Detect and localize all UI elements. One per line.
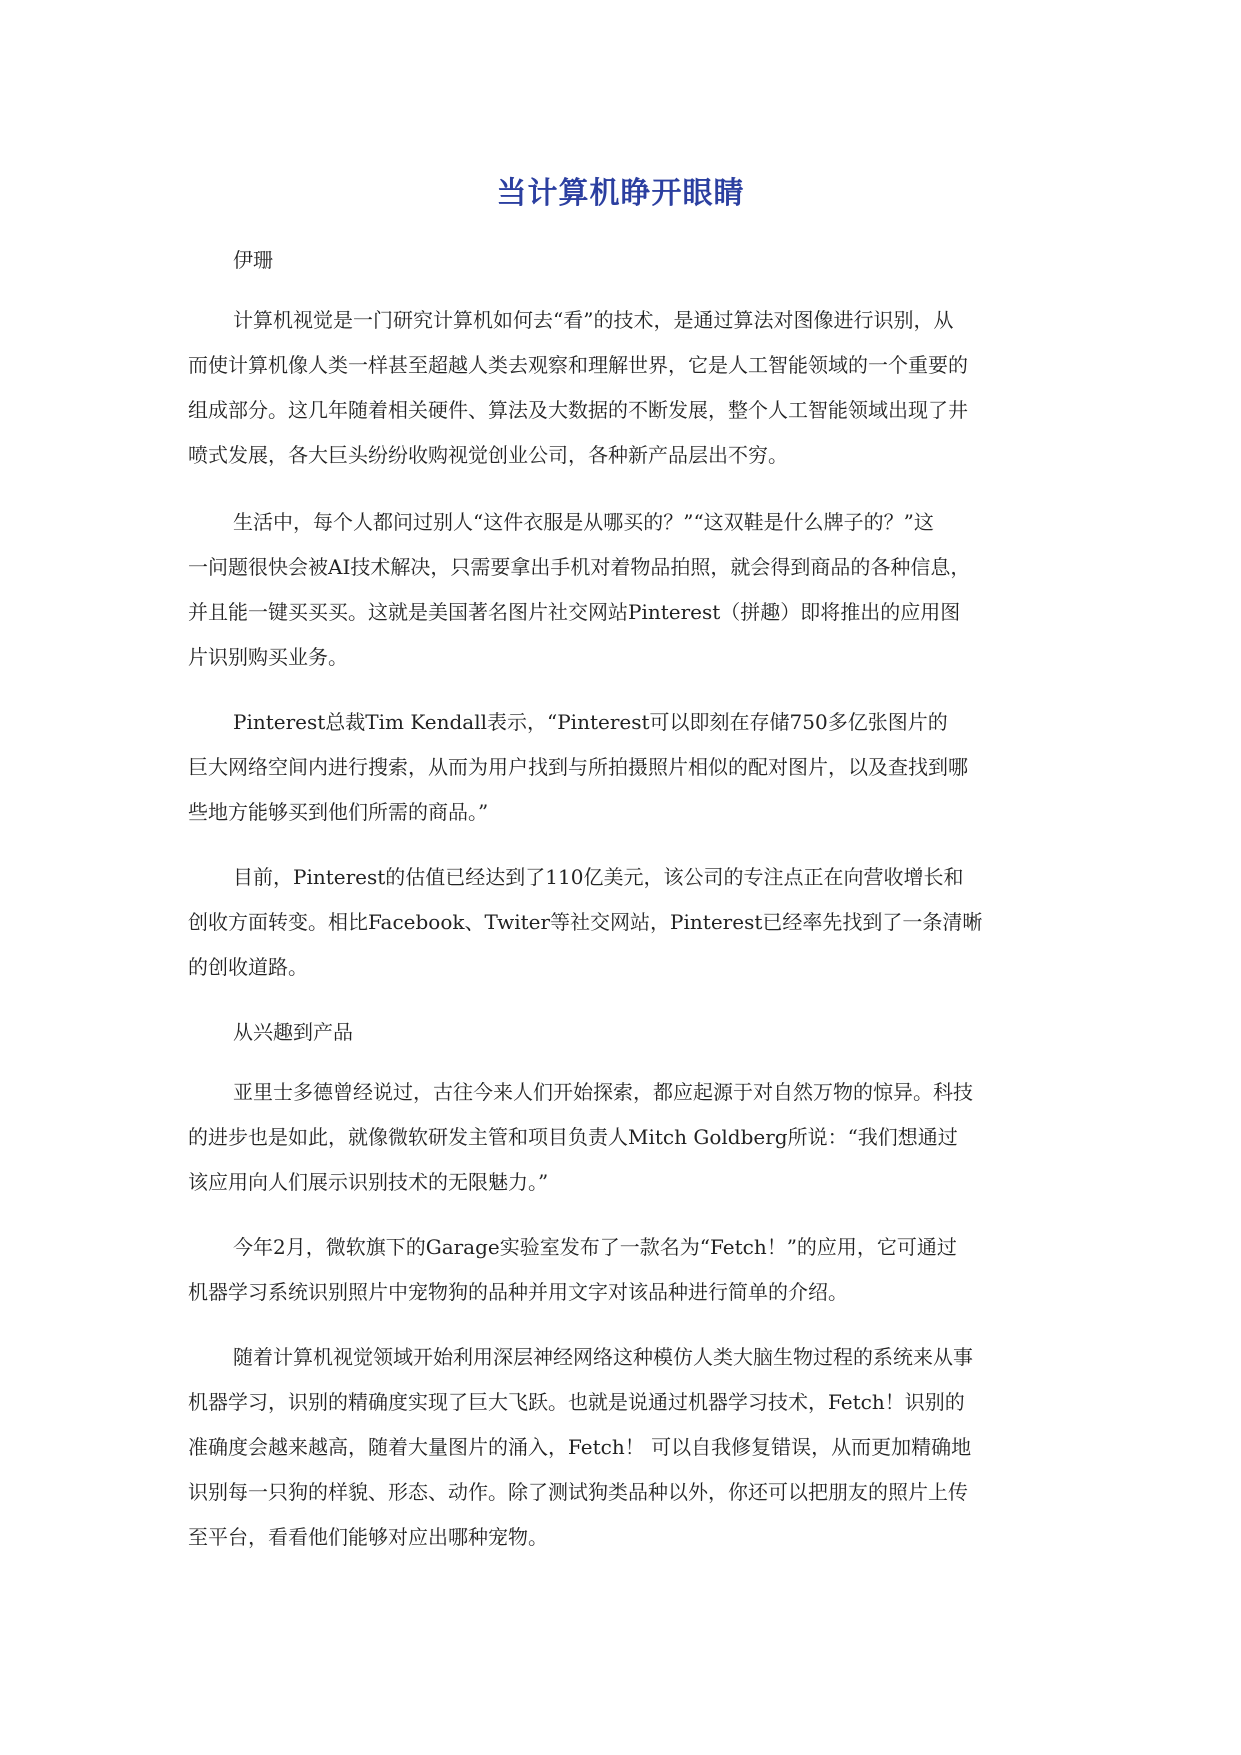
paragraph-line: 计算机视觉是一门研究计算机如何去“看”的技术，是通过算法对图像进行识别，从 <box>233 308 954 332</box>
paragraph-line: Pinterest总裁Tim Kendall表示，“Pinterest可以即刻在存储750多亿张图片的 <box>233 710 948 734</box>
paragraph-quote <box>188 700 1050 835</box>
paragraph-line: 巨大网络空间内进行搜索，从而为用户找到与所拍摄照片相似的配对图片，以及查找到哪 <box>188 755 968 779</box>
paragraph-line: 片识别购买业务。 <box>188 645 348 669</box>
paragraph-line: 机器学习系统识别照片中宠物狗的品种并用文字对该品种进行简单的介绍。 <box>188 1280 848 1304</box>
paragraph-line: 机器学习，识别的精确度实现了巨大飞跃。也就是说通过机器学习技术，Fetch！识别的 <box>188 1390 965 1414</box>
paragraph-line: 至平台，看看他们能够对应出哪种宠物。 <box>188 1525 548 1549</box>
author-line <box>188 238 1050 283</box>
paragraph-line: 识别每一只狗的样貌、形态、动作。除了测试狗类品种以外，你还可以把朋友的照片上传 <box>188 1480 968 1504</box>
paragraph-aristotle <box>188 1070 1050 1205</box>
paragraph-line: 喷式发展，各大巨头纷纷收购视觉创业公司，各种新产品层出不穷。 <box>188 443 788 467</box>
paragraph-line: 随着计算机视觉领域开始利用深层神经网络这种模仿人类大脑生物过程的系统来从事 <box>233 1345 973 1369</box>
paragraph-line: 的创收道路。 <box>188 955 308 979</box>
paragraph-line: 些地方能够买到他们所需的商品。” <box>188 800 489 824</box>
paragraph-line: 的进步也是如此，就像微软研发主管和项目负责人Mitch Goldberg所说：“我们想通过 <box>188 1125 958 1149</box>
paragraph-fetch <box>188 1225 1050 1315</box>
section-heading-text: 从兴趣到产品 <box>233 1020 353 1044</box>
section-heading <box>188 1010 1050 1055</box>
page-title: 当计算机睁开眼睛 <box>496 176 745 211</box>
paragraph-line: 目前，Pinterest的估值已经达到了110亿美元，该公司的专注点正在向营收增长和 <box>233 865 964 889</box>
paragraph-line: 一问题很快会被AI技术解决，只需要拿出手机对着物品拍照，就会得到商品的各种信息， <box>188 555 971 579</box>
paragraph-line: 创收方面转变。相比Facebook、Twiter等社交网站，Pinterest已经率先找到了一条清晰 <box>188 910 983 934</box>
paragraph-life <box>188 500 1050 680</box>
paragraph-deep-learning <box>188 1335 1050 1560</box>
author-name: 伊珊 <box>233 248 273 272</box>
paragraph-line: 生活中，每个人都问过别人“这件衣服是从哪买的？”“这双鞋是什么牌子的？”这 <box>233 510 934 534</box>
paragraph-line: 并且能一键买买买。这就是美国著名图片社交网站Pinterest（拼趣）即将推出的应用图 <box>188 600 961 624</box>
paragraph-line: 而使计算机像人类一样甚至超越人类去观察和理解世界，它是人工智能领域的一个重要的 <box>188 353 968 377</box>
paragraph-intro <box>188 298 1050 478</box>
paragraph-line: 该应用向人们展示识别技术的无限魅力。” <box>188 1170 549 1194</box>
paragraph-line: 今年2月，微软旗下的Garage实验室发布了一款名为“Fetch！”的应用，它可通过 <box>233 1235 957 1259</box>
paragraph-line: 准确度会越来越高，随着大量图片的涌入，Fetch！ 可以自我修复错误，从而更加精确地 <box>188 1435 972 1459</box>
paragraph-line: 组成部分。这几年随着相关硬件、算法及大数据的不断发展，整个人工智能领域出现了井 <box>188 398 968 422</box>
paragraph-line: 亚里士多德曾经说过，古往今来人们开始探索，都应起源于对自然万物的惊异。科技 <box>233 1080 973 1104</box>
paragraph-valuation <box>188 855 1050 990</box>
